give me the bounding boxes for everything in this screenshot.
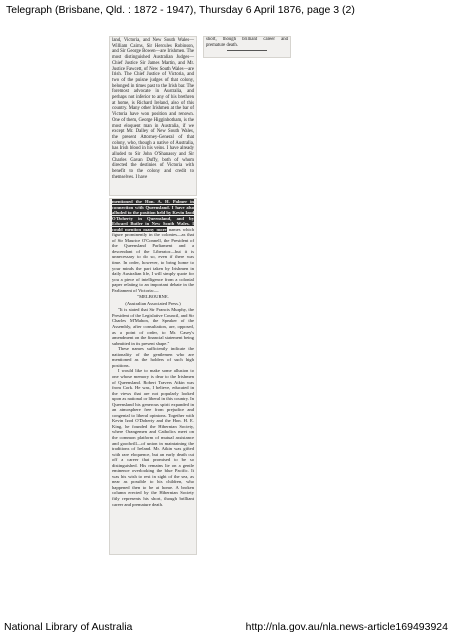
article-paragraph xyxy=(112,199,194,293)
clipping-column-2 xyxy=(203,36,291,58)
article-paragraph: "It is stated that Sir Francis Murphy, the President of the Legislative Council, and Sir Charles M'Mahon, the Speaker of the Assembly, after consultation, are, opposed, as a point of order, to Mr. Casey's amendment on the financial statement being submitted in its present shape." xyxy=(112,307,194,346)
dateline-heading: "MELBOURNE. xyxy=(137,294,169,300)
dateline-subheading: (Australian Associated Press.) xyxy=(125,300,181,306)
article-text: short, though brilliant career and premature death. xyxy=(206,37,288,48)
article-text: names which figure prominently in the colonies—as that of Sir Maurice O'Connell, the President of the Queensland Parliament and a descendant of the Liberator—but it is unnecessary to do so, even if there was time. In order, however, to bring home to your minds the part taken by Irishmen in daily Australian life, I will simply quote for you a piece of intelligence from a colonial paper relating to an important debate in the Parliament of Victoria:— xyxy=(112,226,194,293)
clipping-column-1 xyxy=(109,36,197,196)
clipping-column-3 xyxy=(109,198,197,555)
highlighted-search-text: mentioned the Hon. A. H. Palmer in connection with Queensland. I have also alluded to the position held by Kevin Izod O'Doherty in Queensland, and by Edward Butler in New South Wales. I could mention many more xyxy=(112,199,194,232)
separator-rule xyxy=(227,50,267,51)
footer-url[interactable]: http://nla.gov.au/nla.news-article169493924 xyxy=(245,621,448,633)
article-text: land, Victoria, and New South Wales—William Cairns, Sir Hercules Robinson, and Sir George Bowen—are Irishmen. The most distinguished Australian Judges—Chief Justice Sir James Martin, and Mr. Justice Fawcett, of New South Wales—are Irish. The Chief Justice of Victoria, and two of the puisne judges of that colony, belonged in times past to the Irish bar. The foremost advocate in Australia, and perhaps not inferior to any of his brethren at home, is Richard Ireland, also of this country. Many other Irishmen at the bar of Victoria have won position and renown. One of them, George Higginbotham, is the most eloquent man in Australia, if we except Mr. Dalley of New South Wales, the present Attorney-General of that colony, who, though a native of Australia, has Irish blood in his veins. I have already alluded to Sir John O'Shanassy and Sir Charles Gavan Duffy, both of whom directed the destinies of Victoria with benefit to the colony and credit to themselves. I have xyxy=(112,38,194,180)
page-footer xyxy=(0,620,452,634)
footer-source: National Library of Australia xyxy=(4,621,133,633)
article-paragraph: I would like to make some allusion to one whose memory is dear to the Irishmen of Queensland. Robert Travers Atkin was from Cork. He was, I believe, educated in the views that are not popularly looked upon as national or liberal in this country. In Queensland his generous spirit expanded in an atmosphere free from prejudice and congenial to liberal opinions. Together with Kevin Izod O'Doherty and the Hon. H. E. King, he founded the Hibernian Society, where Orangemen and Catholics meet on the common platform of mutual assistance and goodwill—of union in maintaining the traditions of Ireland. Mr. Atkin was gifted with rare eloquence, but an early death cut off a career that promised to be so distinguished. His remains lie on a gentle eminence overlooking the blue Pacific. It was his wish to rest in sight of the sea, as near as possible to his children, who happened then to be at home. A broken column erected by the Hibernian Society fitly represents his short, though brilliant career and premature death. xyxy=(112,368,194,507)
page-title: Telegraph (Brisbane, Qld. : 1872 - 1947), Thursday 6 April 1876, page 3 (2) xyxy=(6,4,355,16)
article-paragraph: These names sufficiently indicate the nationality of the gentlemen who are mentioned as the holders of such high positions. xyxy=(112,346,194,368)
